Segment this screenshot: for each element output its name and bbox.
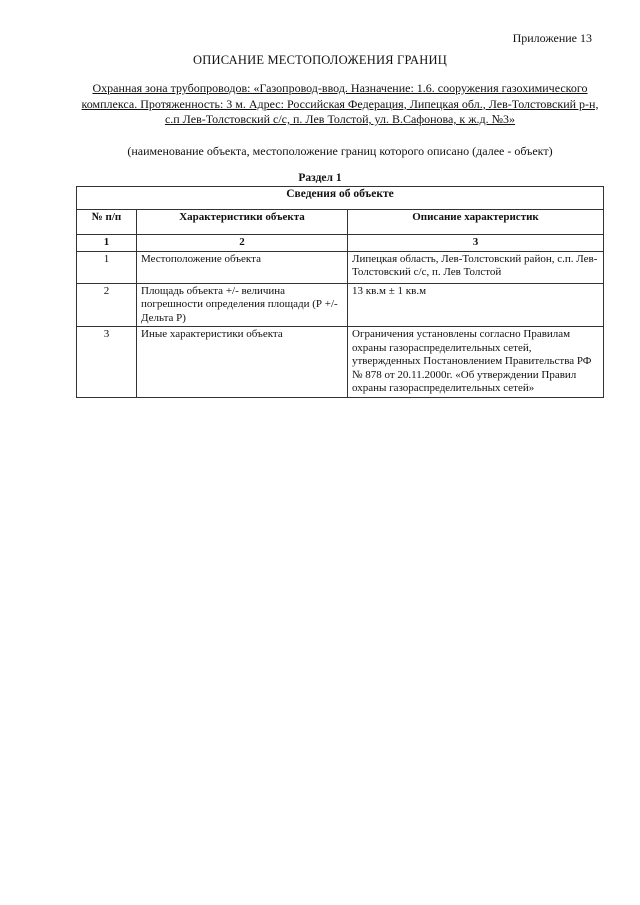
row-description: Липецкая область, Лев-Толстовский район, с.п. Лев-Толстовский с/с, п. Лев Толстой bbox=[348, 251, 604, 283]
column-number-1: 1 bbox=[77, 235, 137, 252]
table-row bbox=[77, 283, 604, 327]
table-row bbox=[77, 327, 604, 398]
column-header-description: Описание характеристик bbox=[348, 210, 604, 235]
column-number-3: 3 bbox=[348, 235, 604, 252]
object-caption: (наименование объекта, местоположение границ которого описано (далее - объект) bbox=[127, 144, 553, 158]
row-characteristic: Местоположение объекта bbox=[137, 251, 348, 283]
appendix-label: Приложение 13 bbox=[512, 31, 592, 45]
column-number-row bbox=[77, 235, 604, 252]
row-number: 2 bbox=[77, 283, 137, 327]
table-row bbox=[77, 251, 604, 283]
column-number-2: 2 bbox=[137, 235, 348, 252]
section-label: Раздел 1 bbox=[298, 172, 342, 184]
row-characteristic: Иные характеристики объекта bbox=[137, 327, 348, 398]
document-title: ОПИСАНИЕ МЕСТОПОЛОЖЕНИЯ ГРАНИЦ bbox=[193, 53, 447, 67]
object-info-table bbox=[76, 186, 604, 398]
row-number: 3 bbox=[77, 327, 137, 398]
row-description: 13 кв.м ± 1 кв.м bbox=[348, 283, 604, 327]
object-name: Охранная зона трубопроводов: «Газопровод-ввод. Назначение: 1.6. сооружения газохимического комплекса. Протяженность: 3 м. Адрес: Российская Федерация, Липецкая обл., Лев-Толстовский р-н, с.п Лев-Толстовский с/с, п. Лев Толстой, ул. В.Сафонова, к ж.д. №3» bbox=[81, 81, 599, 126]
column-header-characteristic: Характеристики объекта bbox=[137, 210, 348, 235]
table-caption: Сведения об объекте bbox=[77, 187, 604, 210]
table-header-row bbox=[77, 210, 604, 235]
row-number: 1 bbox=[77, 251, 137, 283]
table-caption-row bbox=[77, 187, 604, 210]
row-characteristic: Площадь объекта +/- величина погрешности определения площади (Р +/- Дельта Р) bbox=[137, 283, 348, 327]
row-description: Ограничения установлены согласно Правилам охраны газораспределительных сетей, утвержденных Постановлением Правительства РФ № 878 от 20.11.2000г. «Об утверждении Правил охраны газораспределительных сетей» bbox=[348, 327, 604, 398]
column-header-number: № п/п bbox=[77, 210, 137, 235]
